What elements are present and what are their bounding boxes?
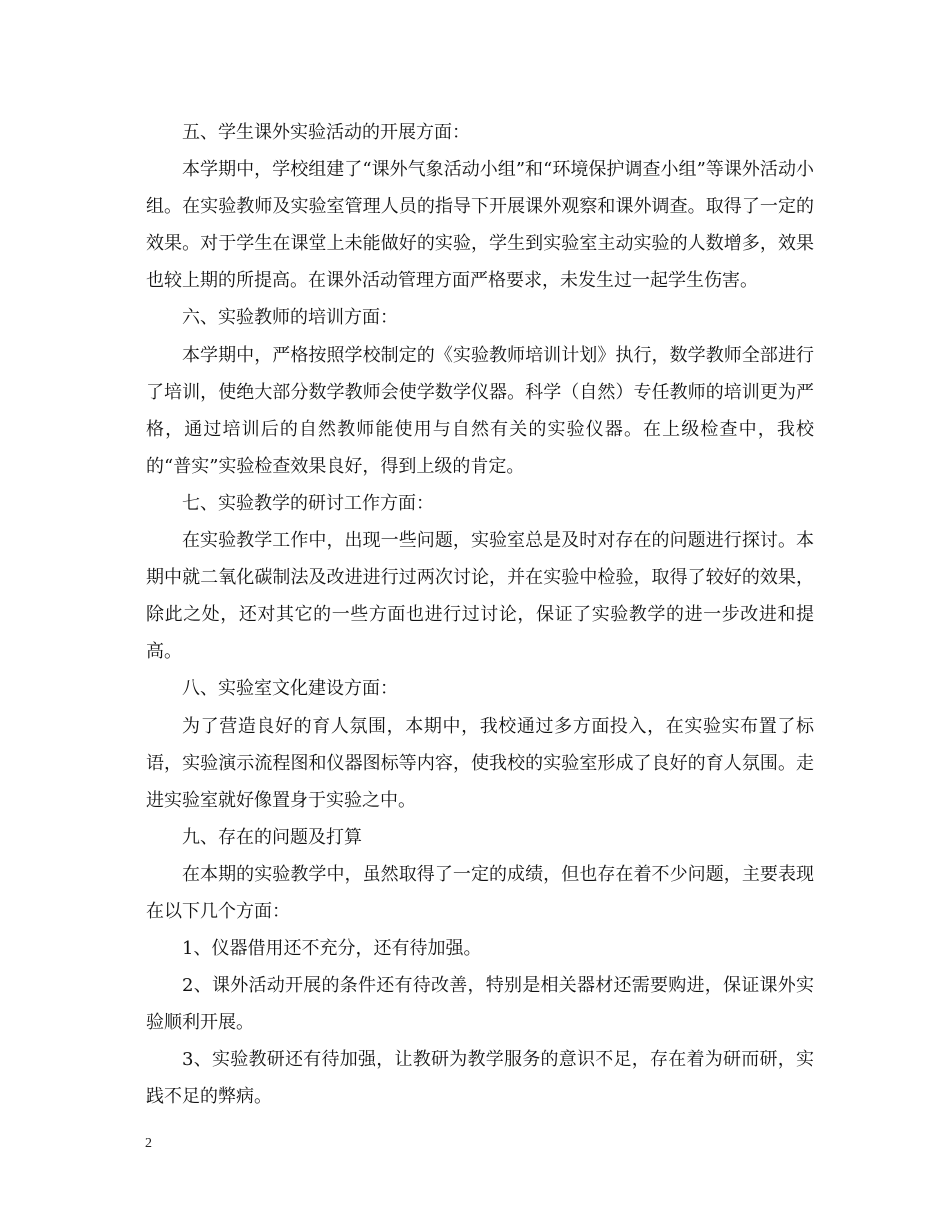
issue-item-1: 1、仪器借用还不充分，还有待加强。	[182, 938, 482, 960]
section-heading-5: 五、学生课外实验活动的开展方面：	[182, 122, 470, 143]
page-number: 2	[145, 1136, 152, 1151]
section-6-paragraph: 本学期中，严格按照学校制定的《实验教师培训计划》执行，数学教师全部进行了培训，使绝大部分数学教师会使学数学仪器。科学（自然）专任教师的培训更为严格，通过培训后的自然教师能使用与自然有关的实验仪器。在上级检查中，我校的“普实”实验检查效果良好，得到上级的肯定。	[146, 344, 814, 477]
section-heading-7: 七、实验教学的研讨工作方面：	[182, 492, 434, 514]
section-9-paragraph: 在本期的实验教学中，虽然取得了一定的成绩，但也存在着不少问题，主要表现在以下几个方面：	[146, 863, 814, 922]
section-heading-8: 八、实验室文化建设方面：	[182, 678, 398, 700]
section-8-paragraph: 为了营造良好的育人氛围，本期中，我校通过多方面投入，在实验实布置了标语，实验演示流程图和仪器图标等内容，使我校的实验室形成了良好的育人氛围。走进实验室就好像置身于实验之中。	[146, 715, 814, 811]
document-body	[146, 114, 814, 1116]
section-heading-6: 六、实验教师的培训方面：	[182, 307, 398, 329]
issue-item-3: 3、实验教研还有待加强，让教研为教学服务的意识不足，存在着为研而研，实践不足的弊病。	[146, 1049, 814, 1108]
section-5-paragraph: 本学期中，学校组建了“课外气象活动小组”和“环境保护调查小组”等课外活动小组。在实验教师及实验室管理人员的指导下开展课外观察和课外调查。取得了一定的效果。对于学生在课堂上未能做好的实验，学生到实验室主动实验的人数增多，效果也较上期的所提高。在课外活动管理方面严格要求，未发生过一起学生伤害。	[146, 159, 814, 292]
section-heading-9: 九、存在的问题及打算	[182, 826, 362, 848]
issue-item-2: 2、课外活动开展的条件还有待改善，特别是相关器材还需要购进，保证课外实验顺利开展。	[146, 975, 814, 1034]
section-7-paragraph: 在实验教学工作中，出现一些问题，实验室总是及时对存在的问题进行探讨。本期中就二氧化碳制法及改进进行过两次讨论，并在实验中检验，取得了较好的效果，除此之处，还对其它的一些方面也进行过讨论，保证了实验教学的进一步改进和提高。	[146, 530, 814, 663]
